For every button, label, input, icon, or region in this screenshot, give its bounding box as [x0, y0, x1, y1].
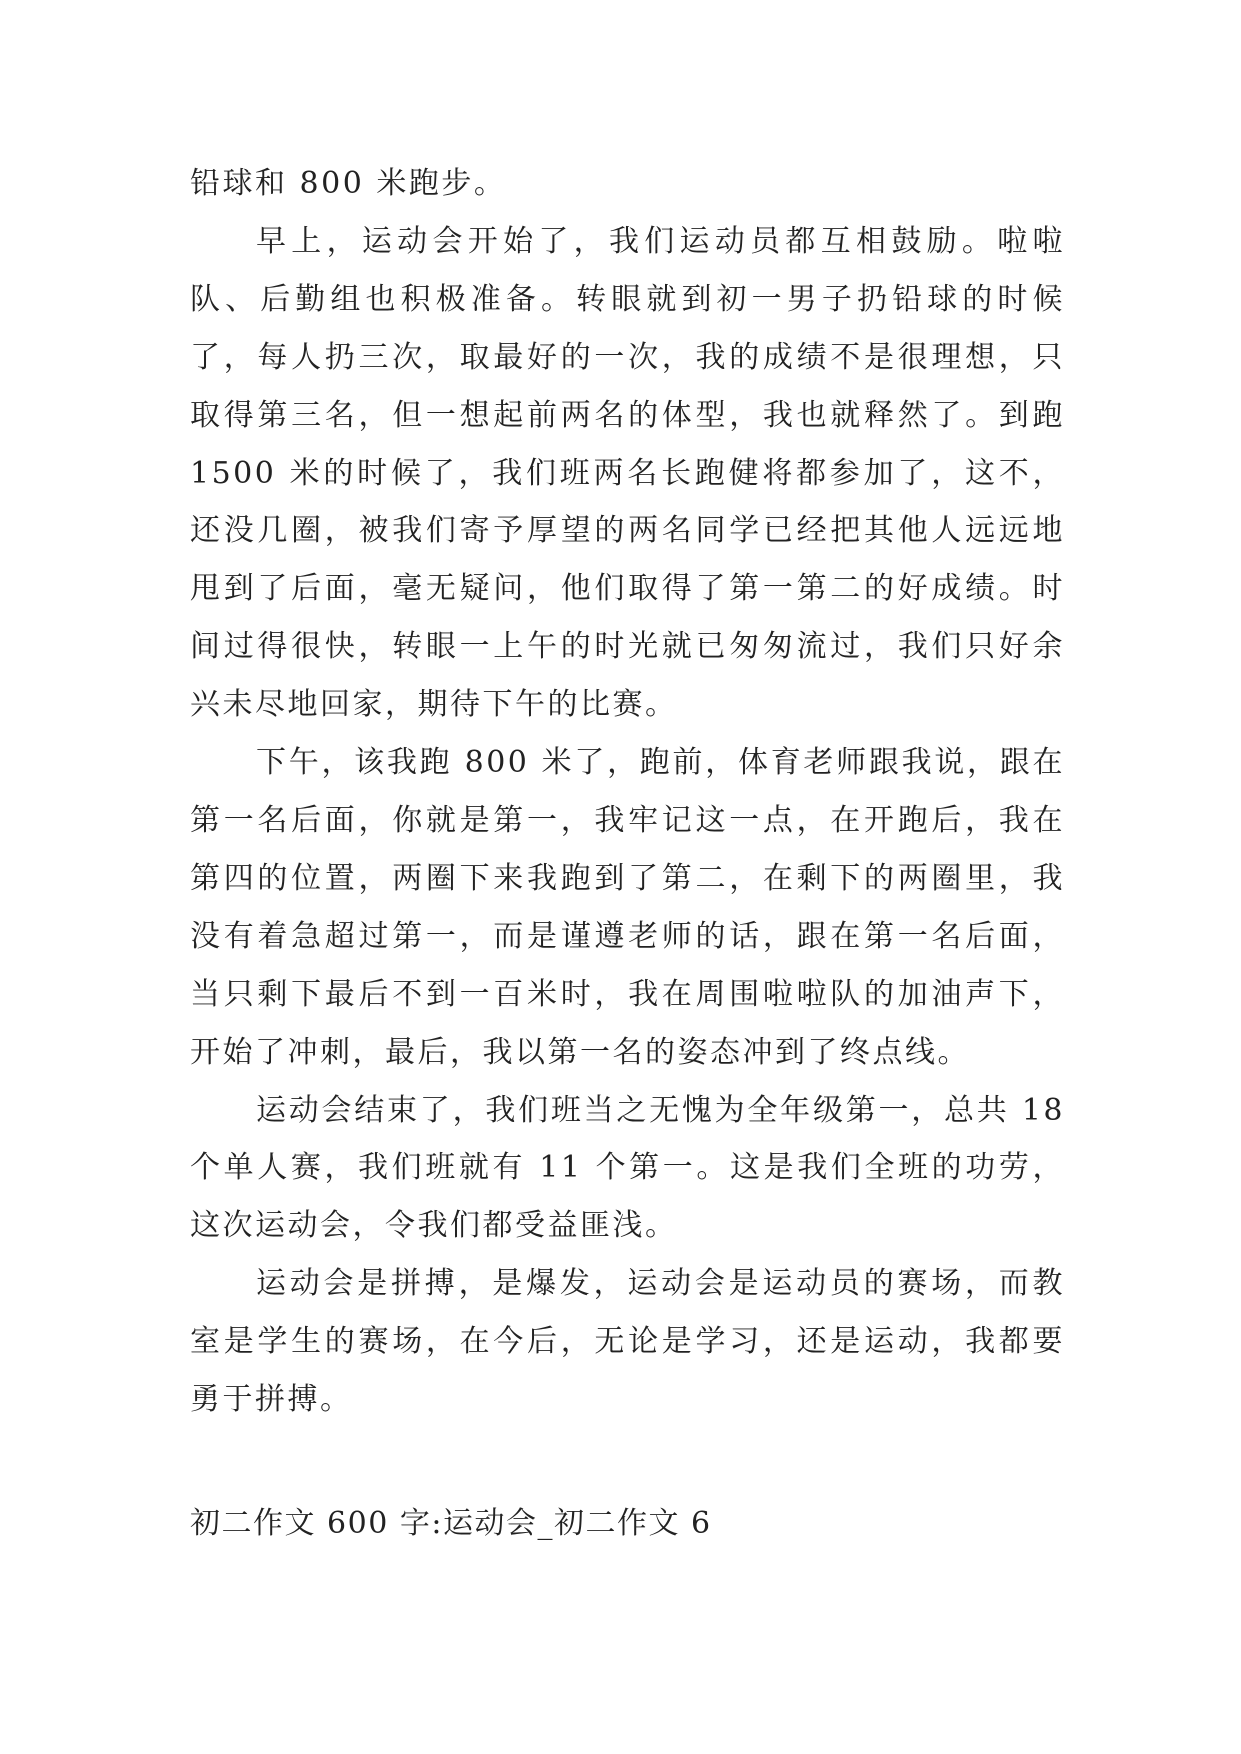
paragraph-afternoon: 下午，该我跑 800 米了，跑前，体育老师跟我说，跟在第一名后面，你就是第一，我牢记这一点，在开跑后，我在第四的位置，两圈下来我跑到了第二，在剩下的两圈里，我没有着急超过第一，而是谨遵老师的话，跟在第一名后面，当只剩下最后不到一百米时，我在周围啦啦队的加油声下，开始了冲刺，最后，我以第一名的姿态冲到了终点线。	[190, 745, 1065, 1070]
paragraph-morning: 早上，运动会开始了，我们运动员都互相鼓励。啦啦队、后勤组也积极准备。转眼就到初一男子扔铅球的时候了，每人扔三次，取最好的一次，我的成绩不是很理想，只取得第三名，但一想起前两名的体型，我也就释然了。到跑 1500 米的时候了，我们班两名长跑健将都参加了，这不，还没几圈，被我们寄予厚望的两名同学已经把其他人远远地甩到了后面，毫无疑问，他们取得了第一第二的好成绩。时间过得很快，转眼一上午的时光就已匆匆流过，我们只好余兴未尽地回家，期待下午的比赛。	[190, 223, 1065, 723]
paragraph-result: 运动会结束了，我们班当之无愧为全年级第一，总共 18 个单人赛，我们班就有 11 个第一。这是我们全班的功劳，这次运动会，令我们都受益匪浅。	[190, 1092, 1065, 1244]
next-essay-title: 初二作文 600 字:运动会_初二作文 6	[190, 1506, 712, 1541]
paragraph-conclusion: 运动会是拼搏，是爆发，运动会是运动员的赛场，而教室是学生的赛场，在今后，无论是学习，还是运动，我都要勇于拼搏。	[190, 1266, 1065, 1418]
essay-body	[190, 155, 1065, 1429]
paragraph-continuation: 铅球和 800 米跑步。	[190, 166, 507, 201]
